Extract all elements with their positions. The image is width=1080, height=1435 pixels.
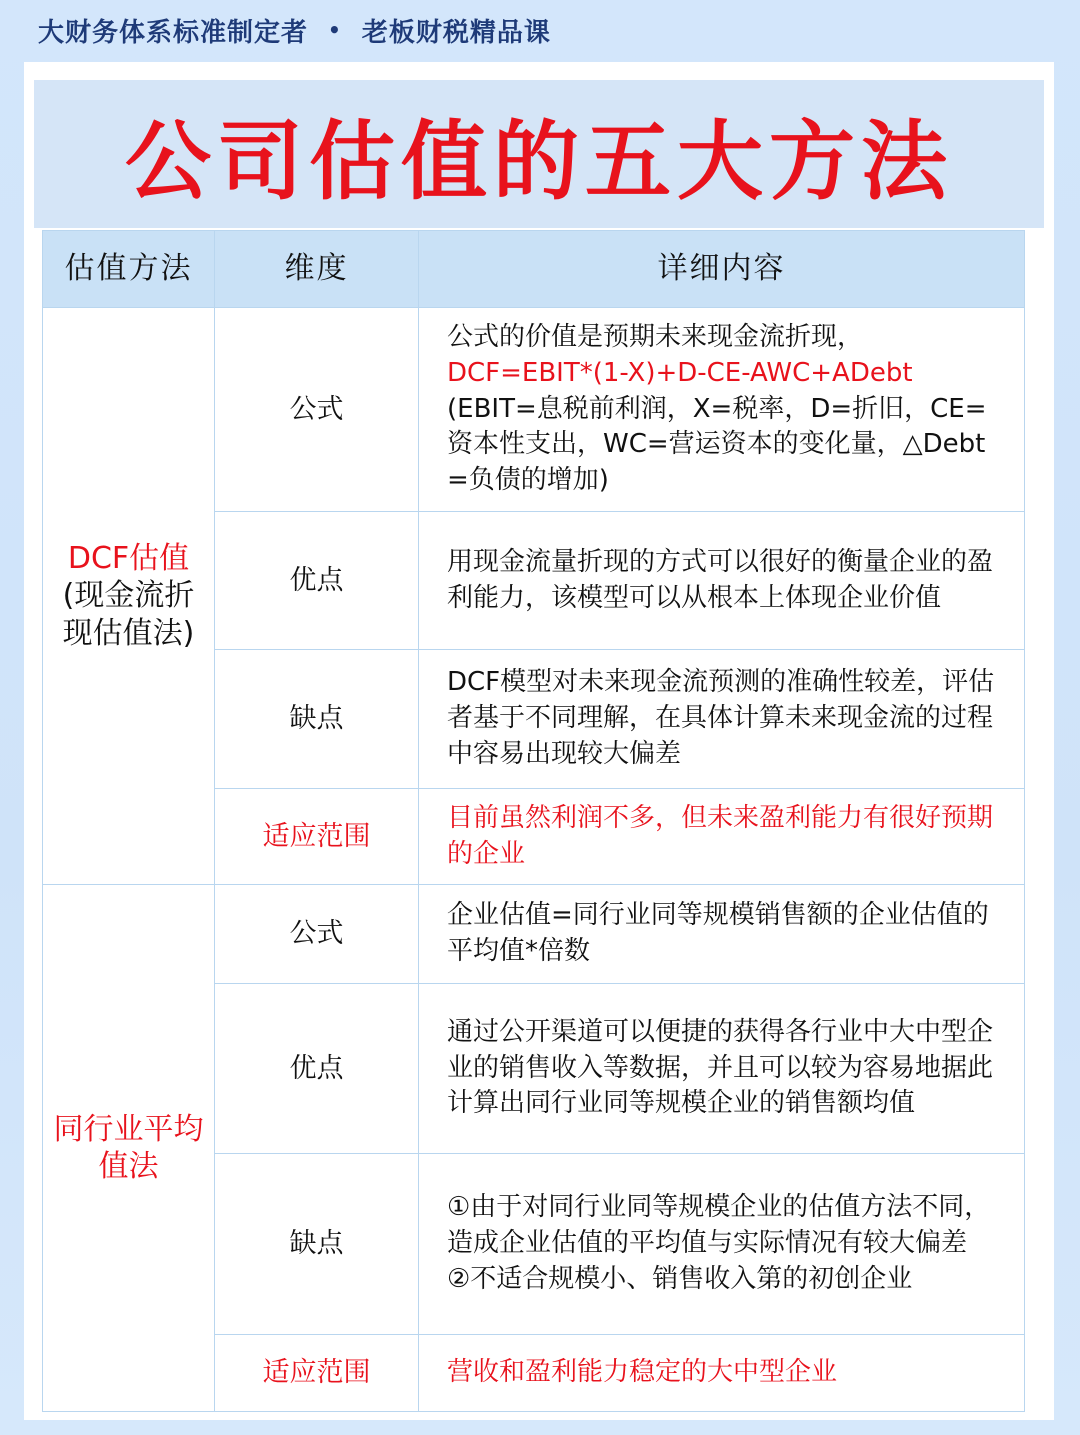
tagline-right: 老板财税精品课	[361, 17, 551, 48]
dimension-cell: 缺点	[215, 1154, 419, 1335]
content-card	[24, 62, 1054, 1420]
method-cell-industry-average	[43, 885, 215, 1412]
page-title: 公司估值的五大方法	[125, 112, 953, 212]
method-cell-dcf	[43, 308, 215, 885]
drawback-item-1: ①由于对同行业同等规模企业的估值方法不同，造成企业估值的平均值与实际情况有较大偏差	[447, 1192, 991, 1259]
detail-cell: 企业估值=同行业同等规模销售额的企业估值的平均值*倍数	[419, 885, 1025, 984]
detail-cell: 通过公开渠道可以便捷的获得各行业中大中型企业的销售收入等数据，并且可以较为容易地据此计算出同行业同等规模企业的销售额均值	[419, 984, 1025, 1154]
dimension-cell: 公式	[215, 308, 419, 512]
dimension-cell: 适应范围	[215, 1335, 419, 1412]
tagline-separator: •	[328, 18, 342, 42]
dimension-cell: 适应范围	[215, 789, 419, 885]
formula-legend: (EBIT=息税前利润，X=税率，D=折旧，CE=资本性支出，WC=营运资本的变化量，△Debt =负债的增加)	[447, 393, 987, 496]
detail-cell: 营收和盈利能力稳定的大中型企业	[419, 1335, 1025, 1412]
method-name-industry-average: 同行业平均值法	[53, 1111, 204, 1184]
column-header-detail: 详细内容	[419, 231, 1025, 308]
drawback-item-2: ②不适合规模小、销售收入第的初创企业	[447, 1263, 913, 1294]
formula-intro: 公式的价值是预期未来现金流折现，	[447, 321, 864, 352]
table-row	[43, 308, 1025, 512]
tagline-left: 大财务体系标准制定者	[38, 17, 309, 48]
dimension-cell: 公式	[215, 885, 419, 984]
top-tagline	[38, 10, 551, 50]
table-row	[43, 885, 1025, 984]
method-name-dcf: DCF估值	[67, 540, 190, 576]
detail-cell: DCF模型对未来现金流预测的准确性较差，评估者基于不同理解，在具体计算未来现金流的过程中容易出现较大偏差	[419, 650, 1025, 789]
valuation-table	[42, 230, 1025, 1412]
dimension-cell: 优点	[215, 984, 419, 1154]
table-header-row	[43, 231, 1025, 308]
dimension-cell: 缺点	[215, 650, 419, 789]
dimension-cell: 优点	[215, 512, 419, 650]
dcf-formula: DCF=EBIT*(1-X)+D-CE-AWC+ADebt	[447, 357, 913, 388]
method-subtitle-dcf: (现金流折现估值法)	[62, 578, 195, 651]
title-band	[34, 80, 1044, 228]
detail-cell: 用现金流量折现的方式可以很好的衡量企业的盈利能力，该模型可以从根本上体现企业价值	[419, 512, 1025, 650]
detail-cell	[419, 308, 1025, 512]
detail-cell	[419, 1154, 1025, 1335]
detail-cell: 目前虽然利润不多，但未来盈利能力有很好预期的企业	[419, 789, 1025, 885]
column-header-dimension: 维度	[215, 231, 419, 308]
column-header-method: 估值方法	[43, 231, 215, 308]
